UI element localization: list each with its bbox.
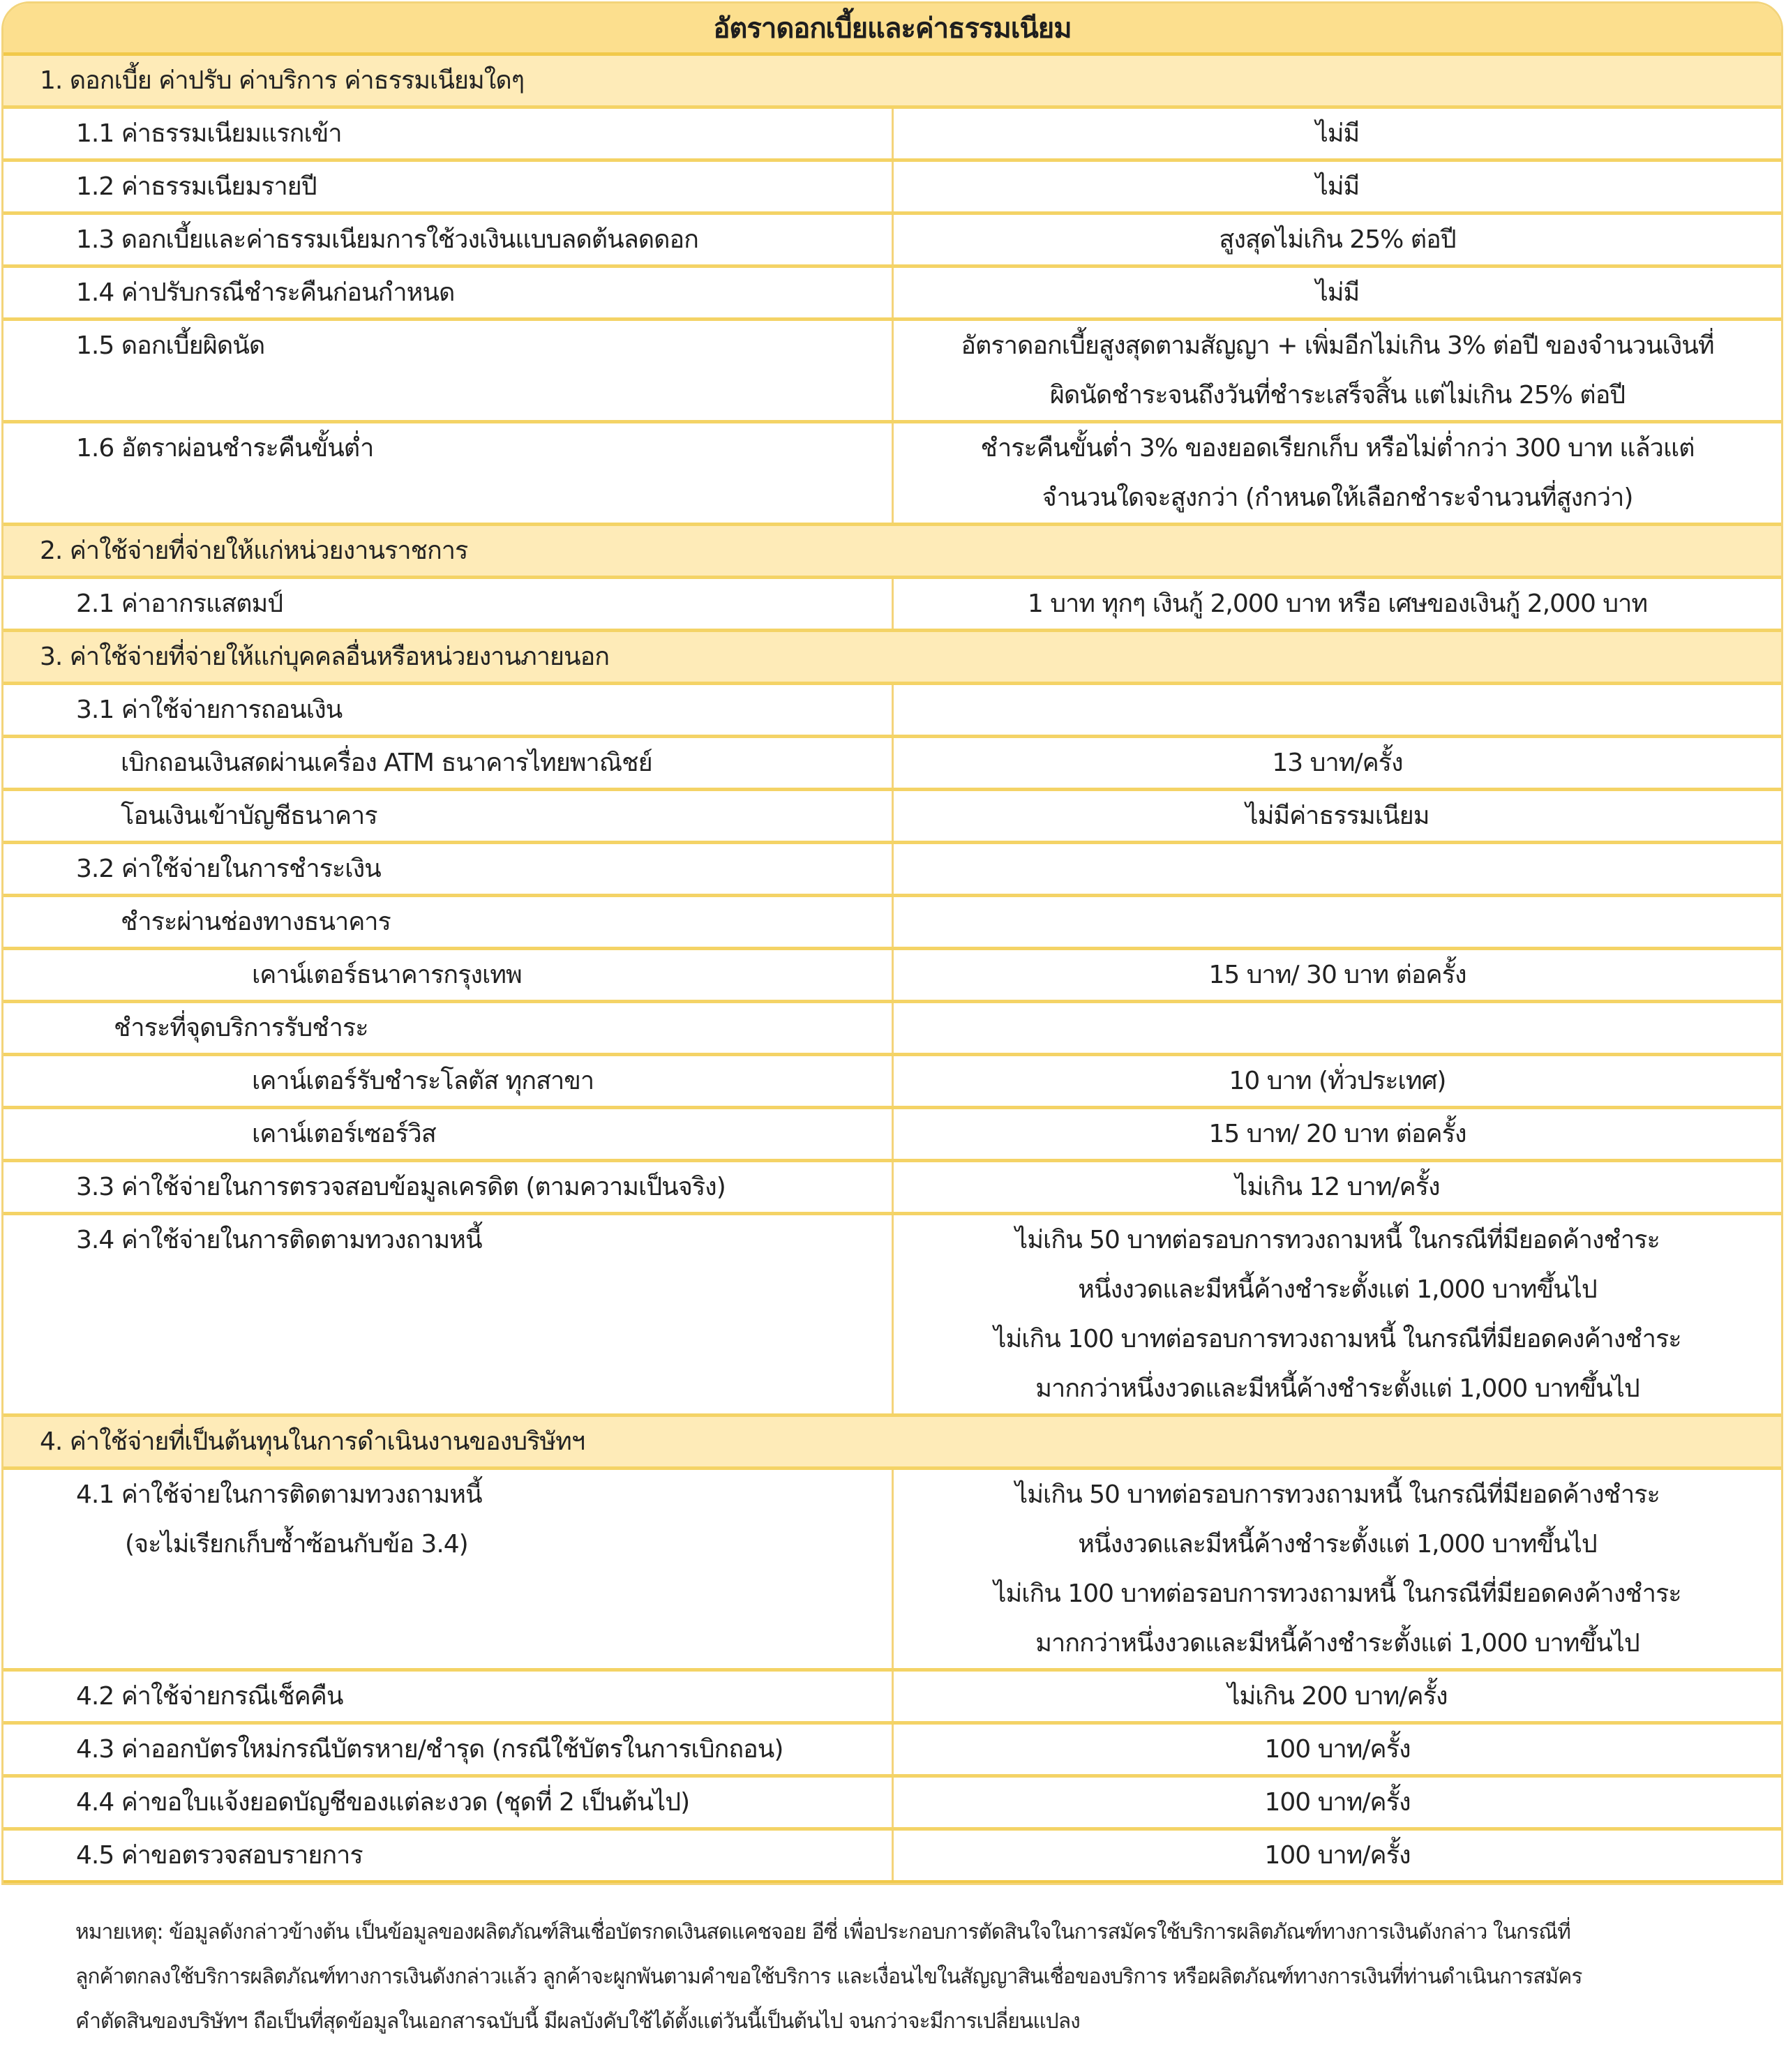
footnote xyxy=(75,1910,1736,2044)
row-value xyxy=(894,738,1781,788)
table-row xyxy=(3,1778,1781,1831)
row-value xyxy=(894,1725,1781,1774)
row-value xyxy=(894,1003,1781,1053)
table-row xyxy=(3,579,1781,632)
value-line: 1 บาท ทุกๆ เงินกู้ 2,000 บาท หรือ เศษของเงินกู้ 2,000 บาท xyxy=(1027,590,1648,618)
row-label: 3.2 ค่าใช้จ่ายในการชำระเงิน xyxy=(3,844,894,894)
section-label: 3. ค่าใช้จ่ายที่จ่ายให้แก่บุคคลอื่นหรือหน่วยงานภายนอก xyxy=(40,643,610,671)
table-row xyxy=(3,1215,1781,1417)
value-line: ไม่มี xyxy=(1315,119,1360,148)
row-value xyxy=(894,1162,1781,1212)
value-line: ไม่เกิน 100 บาทต่อรอบการทวงถามหนี้ ในกรณีที่มียอดคงค้างชำระ xyxy=(993,1325,1681,1353)
row-label: 4.5 ค่าขอตรวจสอบรายการ xyxy=(3,1831,894,1880)
row-label: 3.4 ค่าใช้จ่ายในการติดตามทวงถามหนี้ xyxy=(3,1215,894,1413)
row-label-note: (จะไม่เรียกเก็บซ้ำซ้อนกับข้อ 3.4) xyxy=(125,1530,468,1559)
section-value xyxy=(894,526,1781,576)
row-value xyxy=(894,844,1781,894)
section-row xyxy=(3,1417,1781,1470)
row-value xyxy=(894,1470,1781,1668)
row-label: ชำระผ่านช่องทางธนาคาร xyxy=(3,897,894,947)
table-row xyxy=(3,791,1781,844)
row-value xyxy=(894,1672,1781,1721)
row-value xyxy=(894,215,1781,264)
table-row xyxy=(3,1831,1781,1883)
row-label: 4.3 ค่าออกบัตรใหม่กรณีบัตรหาย/ชำรุด (กรณีใช้บัตรในการเบิกถอน) xyxy=(3,1725,894,1774)
value-line: สูงสุดไม่เกิน 25% ต่อปี xyxy=(1219,225,1456,254)
row-label: โอนเงินเข้าบัญชีธนาคาร xyxy=(3,791,894,841)
row-label: 1.6 อัตราผ่อนชำระคืนขั้นต่ำ xyxy=(3,423,894,523)
section-row xyxy=(3,526,1781,579)
row-label: 3.1 ค่าใช้จ่ายการถอนเงิน xyxy=(3,685,894,735)
table-title: อัตราดอกเบี้ยและค่าธรรมเนียม xyxy=(3,3,1781,56)
row-label: 1.3 ดอกเบี้ยและค่าธรรมเนียมการใช้วงเงินแบบลดต้นลดดอก xyxy=(3,215,894,264)
value-line: 15 บาท/ 30 บาท ต่อครั้ง xyxy=(1208,961,1466,989)
footnote-line: หมายเหตุ: ข้อมูลดังกล่าวข้างต้น เป็นข้อมูลของผลิตภัณฑ์สินเชื่อบัตรกดเงินสดแคชจอย อีซี่ เพื่อประกอบการตัดสินใจในการสมัครใช้บริการผลิตภัณฑ์ทางการเงินดังกล่าว ในกรณีที่ xyxy=(75,1920,1570,1944)
section-label: 1. ดอกเบี้ย ค่าปรับ ค่าบริการ ค่าธรรมเนียมใดๆ xyxy=(40,66,525,95)
row-value xyxy=(894,950,1781,1000)
footnote-line: คำตัดสินของบริษัทฯ ถือเป็นที่สุดข้อมูลในเอกสารฉบับนี้ มีผลบังคับใช้ได้ตั้งแต่วันนี้เป็นต้นไป จนกว่าจะมีการเปลี่ยนแปลง xyxy=(75,2009,1080,2034)
row-label: ชำระที่จุดบริการรับชำระ xyxy=(3,1003,894,1053)
row-value xyxy=(894,423,1781,523)
table-row xyxy=(3,950,1781,1003)
value-line: จำนวนใดจะสูงกว่า (กำหนดให้เลือกชำระจำนวนที่สูงกว่า) xyxy=(1042,483,1633,512)
row-label: 1.5 ดอกเบี้ยผิดนัด xyxy=(3,321,894,420)
table-row xyxy=(3,1056,1781,1109)
table-row xyxy=(3,738,1781,791)
value-line: 100 บาท/ครั้ง xyxy=(1264,1735,1411,1764)
row-label: 4.4 ค่าขอใบแจ้งยอดบัญชีของแต่ละงวด (ชุดที่ 2 เป็นต้นไป) xyxy=(3,1778,894,1827)
table-row xyxy=(3,844,1781,897)
table-row xyxy=(3,109,1781,162)
value-line: ไม่มีค่าธรรมเนียม xyxy=(1245,802,1429,830)
row-value xyxy=(894,685,1781,735)
row-value xyxy=(894,109,1781,158)
row-value xyxy=(894,321,1781,420)
value-line: ไม่เกิน 50 บาทต่อรอบการทวงถามหนี้ ในกรณีที่มียอดค้างชำระ xyxy=(1015,1226,1660,1254)
value-line: หนึ่งงวดและมีหนี้ค้างชำระตั้งแต่ 1,000 บาทขึ้นไป xyxy=(1078,1275,1597,1304)
row-label: เคาน์เตอร์เซอร์วิส xyxy=(3,1109,894,1159)
value-line: มากกว่าหนึ่งงวดและมีหนี้ค้างชำระตั้งแต่ 1,000 บาทขึ้นไป xyxy=(1035,1629,1639,1658)
row-value xyxy=(894,1215,1781,1413)
value-line: ผิดนัดชำระจนถึงวันที่ชำระเสร็จสิ้น แต่ไม่เกิน 25% ต่อปี xyxy=(1049,381,1626,410)
row-label: 3.3 ค่าใช้จ่ายในการตรวจสอบข้อมูลเครดิต (ตามความเป็นจริง) xyxy=(3,1162,894,1212)
table-row xyxy=(3,1470,1781,1672)
table-row xyxy=(3,268,1781,321)
table-row xyxy=(3,1672,1781,1725)
row-value xyxy=(894,162,1781,211)
table-row xyxy=(3,321,1781,423)
row-label: 1.4 ค่าปรับกรณีชำระคืนก่อนกำหนด xyxy=(3,268,894,317)
row-label: เคาน์เตอร์ธนาคารกรุงเทพ xyxy=(3,950,894,1000)
row-label: เบิกถอนเงินสดผ่านเครื่อง ATM ธนาคารไทยพาณิชย์ xyxy=(3,738,894,788)
section-row xyxy=(3,56,1781,109)
row-label-main: 4.1 ค่าใช้จ่ายในการติดตามทวงถามหนี้ xyxy=(76,1480,482,1509)
section-label: 4. ค่าใช้จ่ายที่เป็นต้นทุนในการดำเนินงานของบริษัทฯ xyxy=(40,1427,585,1456)
value-line: อัตราดอกเบี้ยสูงสุดตามสัญญา + เพิ่มอีกไม่เกิน 3% ต่อปี ของจำนวนเงินที่ xyxy=(961,331,1714,360)
section-row xyxy=(3,632,1781,685)
value-line: ไม่มี xyxy=(1315,172,1360,201)
value-line: ไม่เกิน 50 บาทต่อรอบการทวงถามหนี้ ในกรณีที่มียอดค้างชำระ xyxy=(1015,1480,1660,1509)
row-value xyxy=(894,1831,1781,1880)
value-line: ไม่มี xyxy=(1315,278,1360,307)
table-row xyxy=(3,1003,1781,1056)
row-value xyxy=(894,897,1781,947)
value-line: ชำระคืนขั้นต่ำ 3% ของยอดเรียกเก็บ หรือไม่ต่ำกว่า 300 บาท แล้วแต่ xyxy=(980,434,1695,463)
value-line: 15 บาท/ 20 บาท ต่อครั้ง xyxy=(1208,1120,1466,1148)
row-label: 1.1 ค่าธรรมเนียมแรกเข้า xyxy=(3,109,894,158)
table-row xyxy=(3,215,1781,268)
table-row xyxy=(3,1725,1781,1778)
row-value xyxy=(894,1109,1781,1159)
table-row xyxy=(3,685,1781,738)
row-label: 4.2 ค่าใช้จ่ายกรณีเช็คคืน xyxy=(3,1672,894,1721)
table-row xyxy=(3,1109,1781,1162)
value-line: 100 บาท/ครั้ง xyxy=(1264,1788,1411,1817)
section-value xyxy=(894,632,1781,682)
value-line: 100 บาท/ครั้ง xyxy=(1264,1841,1411,1870)
row-value xyxy=(894,579,1781,629)
footnote-line: ลูกค้าตกลงใช้บริการผลิตภัณฑ์ทางการเงินดังกล่าวแล้ว ลูกค้าจะผูกพันตามคำขอใช้บริการ และเงื่อนไขในสัญญาสินเชื่อของบริการ หรือผลิตภัณฑ์ทางการเงินที่ท่านดำเนินการสมัคร xyxy=(75,1965,1582,1989)
value-line: ไม่เกิน 200 บาท/ครั้ง xyxy=(1227,1682,1448,1711)
row-value xyxy=(894,791,1781,841)
row-label: 2.1 ค่าอากรแสตมป์ xyxy=(3,579,894,629)
value-line: 13 บาท/ครั้ง xyxy=(1272,749,1403,777)
table-row xyxy=(3,423,1781,526)
table-row xyxy=(3,162,1781,215)
row-value xyxy=(894,1056,1781,1106)
value-line: หนึ่งงวดและมีหนี้ค้างชำระตั้งแต่ 1,000 บาทขึ้นไป xyxy=(1078,1530,1597,1559)
row-value xyxy=(894,268,1781,317)
section-value xyxy=(894,56,1781,105)
row-label: 1.2 ค่าธรรมเนียมรายปี xyxy=(3,162,894,211)
row-label xyxy=(3,1470,894,1668)
row-label: เคาน์เตอร์รับชำระโลตัส ทุกสาขา xyxy=(3,1056,894,1106)
value-line: ไม่เกิน 12 บาท/ครั้ง xyxy=(1235,1173,1440,1201)
fee-table xyxy=(1,1,1783,1885)
section-value xyxy=(894,1417,1781,1466)
section-label: 2. ค่าใช้จ่ายที่จ่ายให้แก่หน่วยงานราชการ xyxy=(40,536,468,565)
row-value xyxy=(894,1778,1781,1827)
table-row xyxy=(3,897,1781,950)
table-row xyxy=(3,1162,1781,1215)
value-line: มากกว่าหนึ่งงวดและมีหนี้ค้างชำระตั้งแต่ 1,000 บาทขึ้นไป xyxy=(1035,1374,1639,1403)
value-line: ไม่เกิน 100 บาทต่อรอบการทวงถามหนี้ ในกรณีที่มียอดคงค้างชำระ xyxy=(993,1579,1681,1608)
value-line: 10 บาท (ทั่วประเทศ) xyxy=(1229,1067,1446,1095)
